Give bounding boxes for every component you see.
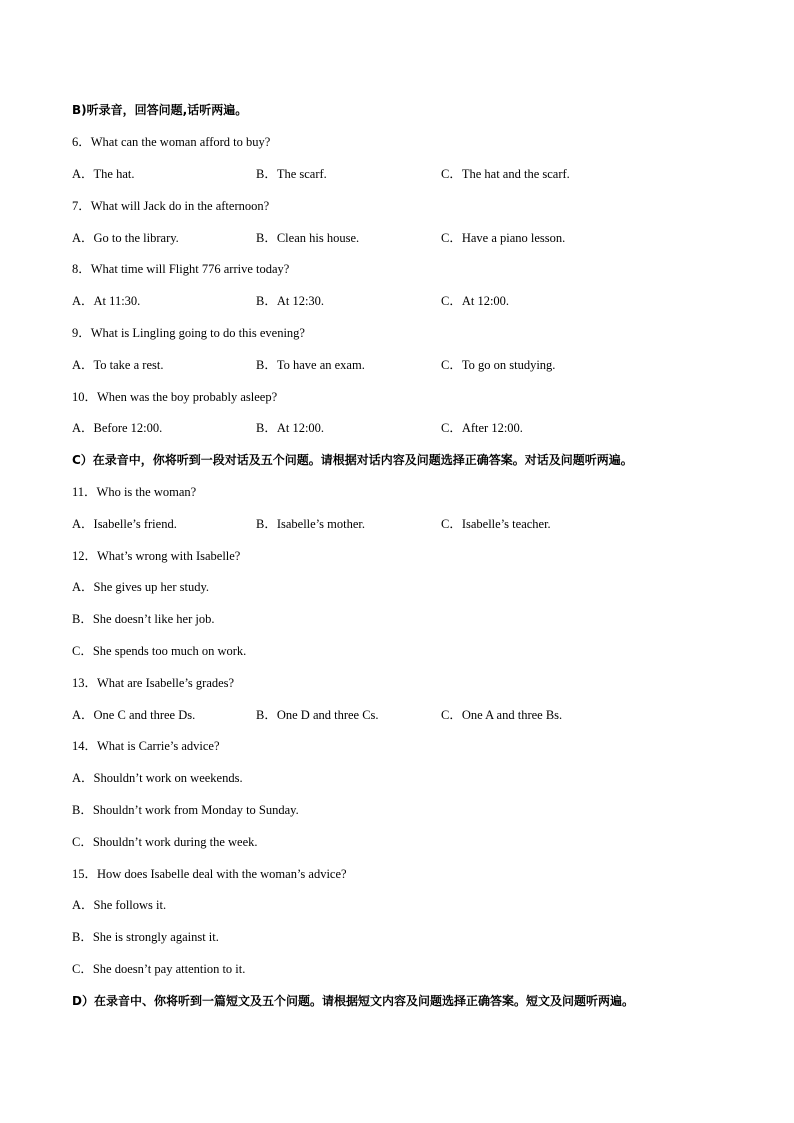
- q10-option-b: B．At 12:00.: [256, 421, 325, 435]
- q12-option-b: B．She doesn’t like her job.: [72, 612, 215, 626]
- q7-option-b: B．Clean his house.: [256, 231, 360, 245]
- q13-option-a: A．One C and three Ds.: [72, 708, 196, 722]
- q15-option-c: C．She doesn’t pay attention to it.: [72, 962, 246, 976]
- q13-option-b: B．One D and three Cs.: [256, 708, 379, 722]
- q8-option-c: C．At 12:00.: [441, 294, 510, 308]
- q11-option-c: C．Isabelle’s teacher.: [441, 517, 551, 531]
- q10-option-c: C．After 12:00.: [441, 421, 523, 435]
- q9-option-b: B．To have an exam.: [256, 358, 365, 372]
- question-14: 14．What is Carrie’s advice?: [72, 739, 220, 753]
- q9-option-a: A．To take a rest.: [72, 358, 164, 372]
- section-c-heading: C）在录音中，你将听到一段对话及五个问题。请根据对话内容及问题选择正确答案。对话及问题听两遍。: [72, 453, 633, 467]
- question-15: 15．How does Isabelle deal with the woman’s advice?: [72, 867, 347, 881]
- q11-option-b: B．Isabelle’s mother.: [256, 517, 366, 531]
- question-7: 7．What will Jack do in the afternoon?: [72, 199, 270, 213]
- section-d-heading: D）在录音中、你将听到一篇短文及五个问题。请根据短文内容及问题选择正确答案。短文及问题听两遍。: [72, 994, 634, 1008]
- question-13: 13．What are Isabelle’s grades?: [72, 676, 235, 690]
- section-b-heading: B)听录音，回答问题,话听两遍。: [72, 103, 248, 117]
- q6-option-b: B．The scarf.: [256, 167, 327, 181]
- q13-option-c: C．One A and three Bs.: [441, 708, 563, 722]
- q7-option-c: C．Have a piano lesson.: [441, 231, 566, 245]
- q14-option-b: B．Shouldn’t work from Monday to Sunday.: [72, 803, 299, 817]
- question-6: 6．What can the woman afford to buy?: [72, 135, 271, 149]
- q9-option-c: C．To go on studying.: [441, 358, 556, 372]
- q6-option-a: A．The hat.: [72, 167, 135, 181]
- q7-option-a: A．Go to the library.: [72, 231, 179, 245]
- q8-option-b: B．At 12:30.: [256, 294, 325, 308]
- question-8: 8．What time will Flight 776 arrive today?: [72, 262, 290, 276]
- q12-option-c: C．She spends too much on work.: [72, 644, 247, 658]
- q10-option-a: A．Before 12:00.: [72, 421, 163, 435]
- question-12: 12．What’s wrong with Isabelle?: [72, 549, 241, 563]
- question-10: 10．When was the boy probably asleep?: [72, 390, 278, 404]
- question-11: 11．Who is the woman?: [72, 485, 197, 499]
- q11-option-a: A．Isabelle’s friend.: [72, 517, 177, 531]
- question-9: 9．What is Lingling going to do this evening?: [72, 326, 305, 340]
- q12-option-a: A．She gives up her study.: [72, 580, 210, 594]
- q14-option-c: C．Shouldn’t work during the week.: [72, 835, 258, 849]
- q8-option-a: A．At 11:30.: [72, 294, 141, 308]
- q15-option-a: A．She follows it.: [72, 898, 167, 912]
- q6-option-c: C．The hat and the scarf.: [441, 167, 570, 181]
- q15-option-b: B．She is strongly against it.: [72, 930, 219, 944]
- q14-option-a: A．Shouldn’t work on weekends.: [72, 771, 243, 785]
